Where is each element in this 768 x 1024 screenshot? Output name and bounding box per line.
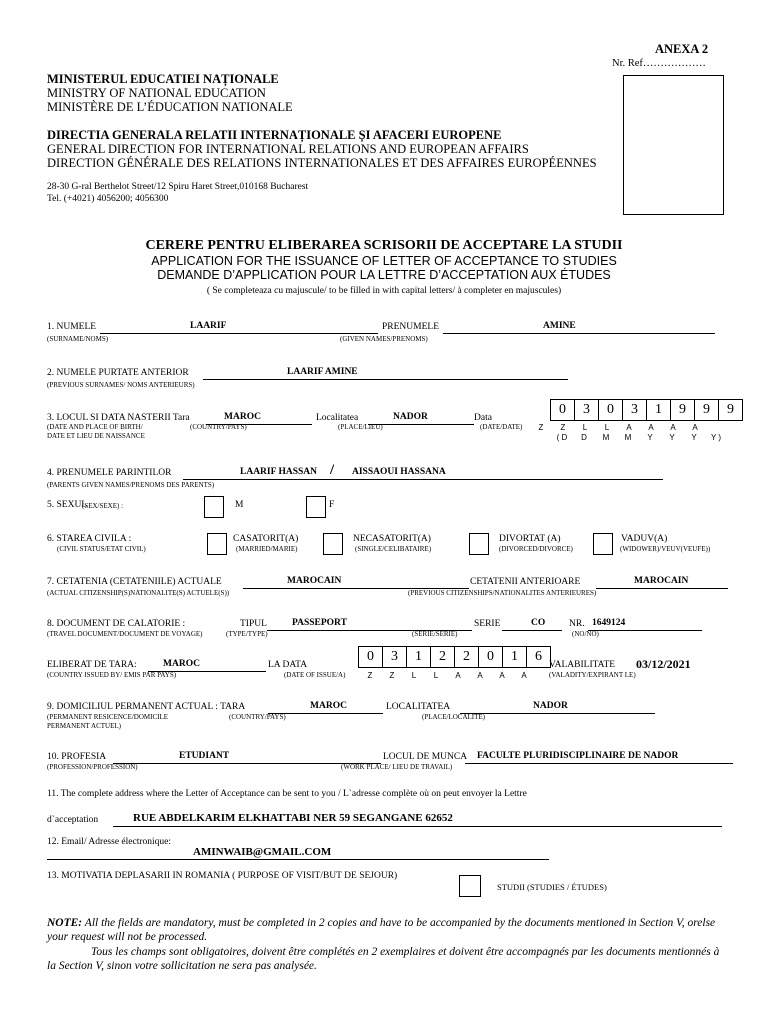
parents-label: 4. PRENUMELE PARINTILOR	[47, 468, 172, 478]
birth-date-digits[interactable]	[550, 399, 743, 421]
doc-type-sub: (TYPE/TYPE)	[226, 630, 268, 638]
surname-label: 1. NUMELE	[47, 322, 97, 332]
studies-checkbox[interactable]	[459, 875, 481, 897]
previous-surnames-sub: (PREVIOUS SURNAMES/ NOMS ANTERIEURS)	[47, 381, 195, 389]
doc-type-value[interactable]: PASSEPORT	[292, 618, 347, 628]
divorced-sub: (DIVORCED/DIVORCE)	[499, 545, 573, 553]
birth-digit: 0	[599, 400, 623, 420]
title-en: APPLICATION FOR THE ISSUANCE OF LETTER OF ACCEPTANCE TO STUDIES	[151, 254, 617, 268]
email-label: 12. Email/ Adresse électronique:	[47, 837, 171, 847]
note-en	[47, 916, 723, 944]
validity-value[interactable]: 03/12/2021	[636, 657, 691, 671]
photo-box	[623, 75, 724, 215]
issue-digit: 1	[503, 647, 527, 667]
title-ro: CERERE PENTRU ELIBERAREA SCRISORII DE ACCEPTARE LA STUDII	[145, 238, 623, 253]
mailing-address-value[interactable]: RUE ABDELKARIM ELKHATTABI NER 59 SEGANGANE 62652	[133, 812, 453, 824]
previous-surnames-label: 2. NUMELE PURTATE ANTERIOR	[47, 368, 189, 378]
direction-en: GENERAL DIRECTION FOR INTERNATIONAL RELATIONS AND EUROPEAN AFFAIRS	[47, 142, 529, 156]
doc-type-label: TIPUL	[240, 619, 267, 629]
married-sub: (MARRIED/MARIE)	[236, 545, 298, 553]
birth-place-label: Localitatea	[316, 413, 359, 423]
travel-doc-sub: (TRAVEL DOCUMENT/DOCUMENT DE VOYAGE)	[47, 630, 203, 638]
title-fr: DEMANDE D’APPLICATION POUR LA LETTRE D’ACCEPTATION AUX ÉTUDES	[157, 268, 611, 282]
civil-status-label: 6. STAREA CIVILA :	[47, 534, 132, 544]
divorced-checkbox[interactable]	[469, 533, 489, 555]
mailing-address-label-2: d`acceptation	[47, 815, 99, 825]
issued-by-sub: (COUNTRY ISSUED BY/ EMIS PAR PAYS)	[47, 671, 177, 679]
birth-digit: 9	[727, 402, 734, 417]
sex-m-checkbox[interactable]	[204, 496, 224, 518]
doc-serie-label: SERIE	[474, 619, 501, 629]
note-head: NOTE:	[47, 917, 83, 929]
married-label: CASATORIT(A)	[233, 534, 299, 544]
civil-status-sub: (CIVIL STATUS/ETAT CIVIL)	[57, 545, 146, 553]
direction-ro: DIRECTIA GENERALA RELATII INTERNAȚIONALE ȘI AFACERI EUROPENE	[47, 128, 502, 142]
issue-date-digits[interactable]	[358, 646, 551, 668]
parents-separator: /	[330, 462, 335, 478]
telephone: Tel. (+4021) 4056200; 4056300	[47, 194, 169, 204]
email-value[interactable]: AMINWAIB@GMAIL.COM	[193, 846, 332, 858]
given-names-value[interactable]: AMINE	[543, 321, 576, 331]
workplace-value[interactable]: FACULTE PLURIDISCIPLINAIRE DE NADOR	[477, 751, 679, 761]
residence-place-label: LOCALITATEA	[386, 702, 451, 712]
doc-nr-value[interactable]: 1649124	[592, 618, 626, 628]
birth-digit: 3	[575, 400, 599, 420]
single-label: NECASATORIT(A)	[353, 534, 431, 544]
single-checkbox[interactable]	[323, 533, 343, 555]
citizenship-sub: (ACTUAL CITIZENSHIP(S)NATIONALITE(S) ACTUELE(S))	[47, 589, 230, 597]
birth-place-value[interactable]: NADOR	[393, 412, 428, 422]
studies-label: STUDII (STUDIES / ÉTUDES)	[497, 882, 607, 892]
residence-place-sub: (PLACE/LOCALITE)	[422, 713, 485, 721]
given-names-label: PRENUMELE	[382, 322, 439, 332]
parents-sub: (PARENTS GIVEN NAMES/PRENOMS DES PARENTS)	[47, 481, 215, 489]
issue-digit: 2	[455, 647, 479, 667]
sex-f-checkbox[interactable]	[306, 496, 326, 518]
previous-surnames-value[interactable]: LAARIF AMINE	[287, 367, 358, 377]
issue-digit: 3	[383, 647, 407, 667]
birth-digit: 9	[671, 400, 695, 420]
ministry-fr: MINISTÈRE DE L’ÉDUCATION NATIONALE	[47, 100, 293, 114]
issue-digit: 0	[479, 647, 503, 667]
issue-date-label: LA DATA	[268, 660, 308, 670]
residence-country-value[interactable]: MAROC	[310, 701, 347, 711]
doc-serie-value[interactable]: CO	[531, 618, 546, 628]
single-sub: (SINGLE/CELIBATAIRE)	[355, 545, 432, 553]
birth-date-format: Z Z L L A A A A	[538, 423, 698, 432]
ministry-en: MINISTRY OF NATIONAL EDUCATION	[47, 86, 266, 100]
birth-place-sub: (PLACE/LIEU)	[338, 423, 383, 431]
residence-sub-2: PERMANENT ACTUEL)	[47, 722, 121, 730]
birth-digit: 9	[695, 400, 719, 420]
previous-citizenship-label: CETATENII ANTERIOARE	[470, 577, 581, 587]
birth-date-format-2: ( D D M M Y Y Y Y )	[556, 433, 722, 442]
citizenship-value[interactable]: MAROCAIN	[287, 576, 342, 586]
issue-date-format: Z Z L L A A A A	[367, 671, 527, 680]
doc-nr-label: NR.	[569, 619, 585, 629]
residence-place-value[interactable]: NADOR	[533, 701, 568, 711]
note-fr: Tous les champs sont obligatoires, doivent être complétés en 2 exemplaires et doivent être accompagnés par les documents mentionnés à la Section V, sinon votre sollicitation ne sera pas analysée.	[47, 946, 720, 972]
birth-digit: 3	[623, 400, 647, 420]
issued-by-value[interactable]: MAROC	[163, 659, 200, 669]
issue-digit: 1	[407, 647, 431, 667]
birth-date-label: Data	[474, 413, 492, 423]
sex-m-label: M	[235, 500, 244, 510]
surname-sub: (SURNAME/NOMS)	[47, 335, 109, 343]
birth-sub-2: DATE ET LIEU DE NAISSANCE	[47, 432, 145, 440]
birth-country-sub: (COUNTRY/PAYS)	[190, 423, 247, 431]
workplace-label: LOCUL DE MUNCA	[383, 752, 468, 762]
issue-digit: 0	[359, 647, 383, 667]
direction-fr: DIRECTION GÉNÉRALE DES RELATIONS INTERNATIONALES ET DES AFFAIRES EUROPÉENNES	[47, 156, 597, 170]
purpose-label: 13. MOTIVATIA DEPLASARII IN ROMANIA ( PURPOSE OF VISIT/BUT DE SEJOUR)	[47, 871, 398, 881]
validity-sub: (VALADITY/EXPIRANT LE)	[549, 671, 636, 679]
profession-value[interactable]: ETUDIANT	[179, 751, 230, 761]
sex-sub: (SEX/SEXE) :	[82, 502, 124, 510]
doc-nr-sub: (NO/NO)	[572, 630, 599, 638]
previous-citizenship-value[interactable]: MAROCAIN	[634, 576, 689, 586]
annex-label: ANEXA 2	[655, 42, 709, 56]
sex-label: 5. SEXUL	[47, 500, 88, 510]
mailing-address-label: 11. The complete address where the Letter of Acceptance can be sent to you / L`adresse complète où on peut envoyer la Lettre	[47, 789, 527, 799]
previous-citizenship-sub: (PREVIOUS CITIZENSHIPS/NATIONALITES ANTERIEURES)	[408, 589, 597, 597]
residence-country-sub: (COUNTRY/PAYS)	[229, 713, 286, 721]
birth-country-value[interactable]: MAROC	[224, 412, 261, 422]
issue-date-sub: (DATE OF ISSUE/A)	[284, 671, 346, 679]
residence-label: 9. DOMICILIUL PERMANENT ACTUAL : TARA	[47, 702, 246, 712]
widowed-checkbox[interactable]	[593, 533, 613, 555]
issue-digit: 6	[535, 649, 542, 664]
travel-doc-label: 8. DOCUMENT DE CALATORIE :	[47, 619, 186, 629]
birth-label: 3. LOCUL SI DATA NASTERII Tara	[47, 413, 190, 423]
ministry-ro: MINISTERUL EDUCATIEI NAȚIONALE	[47, 72, 279, 86]
birth-sub-1: (DATE AND PLACE OF BIRTH/	[47, 423, 143, 431]
issued-by-label: ELIBERAT DE TARA:	[47, 660, 137, 670]
divorced-label: DIVORTAT (A)	[499, 534, 561, 544]
address: 28-30 G-ral Berthelot Street/12 Spiru Haret Street,010168 Bucharest	[47, 182, 309, 192]
profession-sub: (PROFESSION/PROFESSION)	[47, 763, 138, 771]
parent-2-value[interactable]: AISSAOUI HASSANA	[352, 467, 446, 477]
sex-f-label: F	[329, 500, 335, 510]
birth-digit: 0	[551, 400, 575, 420]
profession-label: 10. PROFESIA	[47, 752, 107, 762]
birth-date-sub: (DATE/DATE)	[480, 423, 523, 431]
surname-value[interactable]: LAARIF	[190, 321, 227, 331]
validity-label: VALABILITATE	[549, 660, 616, 670]
workplace-sub: (WORK PLACE/ LIEU DE TRAVAIL)	[341, 763, 453, 771]
doc-serie-sub: (SERIE/SERIE)	[412, 630, 458, 638]
ref-number: Nr. Ref………………	[612, 58, 706, 69]
married-checkbox[interactable]	[207, 533, 227, 555]
birth-digit: 1	[647, 400, 671, 420]
issue-digit: 2	[431, 647, 455, 667]
given-names-sub: (GIVEN NAMES/PRENOMS)	[340, 335, 428, 343]
parent-1-value[interactable]: LAARIF HASSAN	[240, 467, 317, 477]
title-note: ( Se completeaza cu majuscule/ to be filled in with capital letters/ à completer en majuscules)	[206, 286, 562, 296]
residence-sub-1: (PERMANENT RESICENCE/DOMICILE	[47, 713, 169, 721]
widowed-label: VADUV(A)	[621, 534, 668, 544]
note-en-text: All the fields are mandatory, must be completed in 2 copies and have to be accompanied by the documents mentioned in Section V, orelse your request will not be processed.	[47, 917, 716, 943]
widowed-sub: (WIDOWER)/VEUV(VEUFE))	[620, 545, 711, 553]
citizenship-label: 7. CETATENIA (CETATENIILE) ACTUALE	[47, 577, 222, 587]
